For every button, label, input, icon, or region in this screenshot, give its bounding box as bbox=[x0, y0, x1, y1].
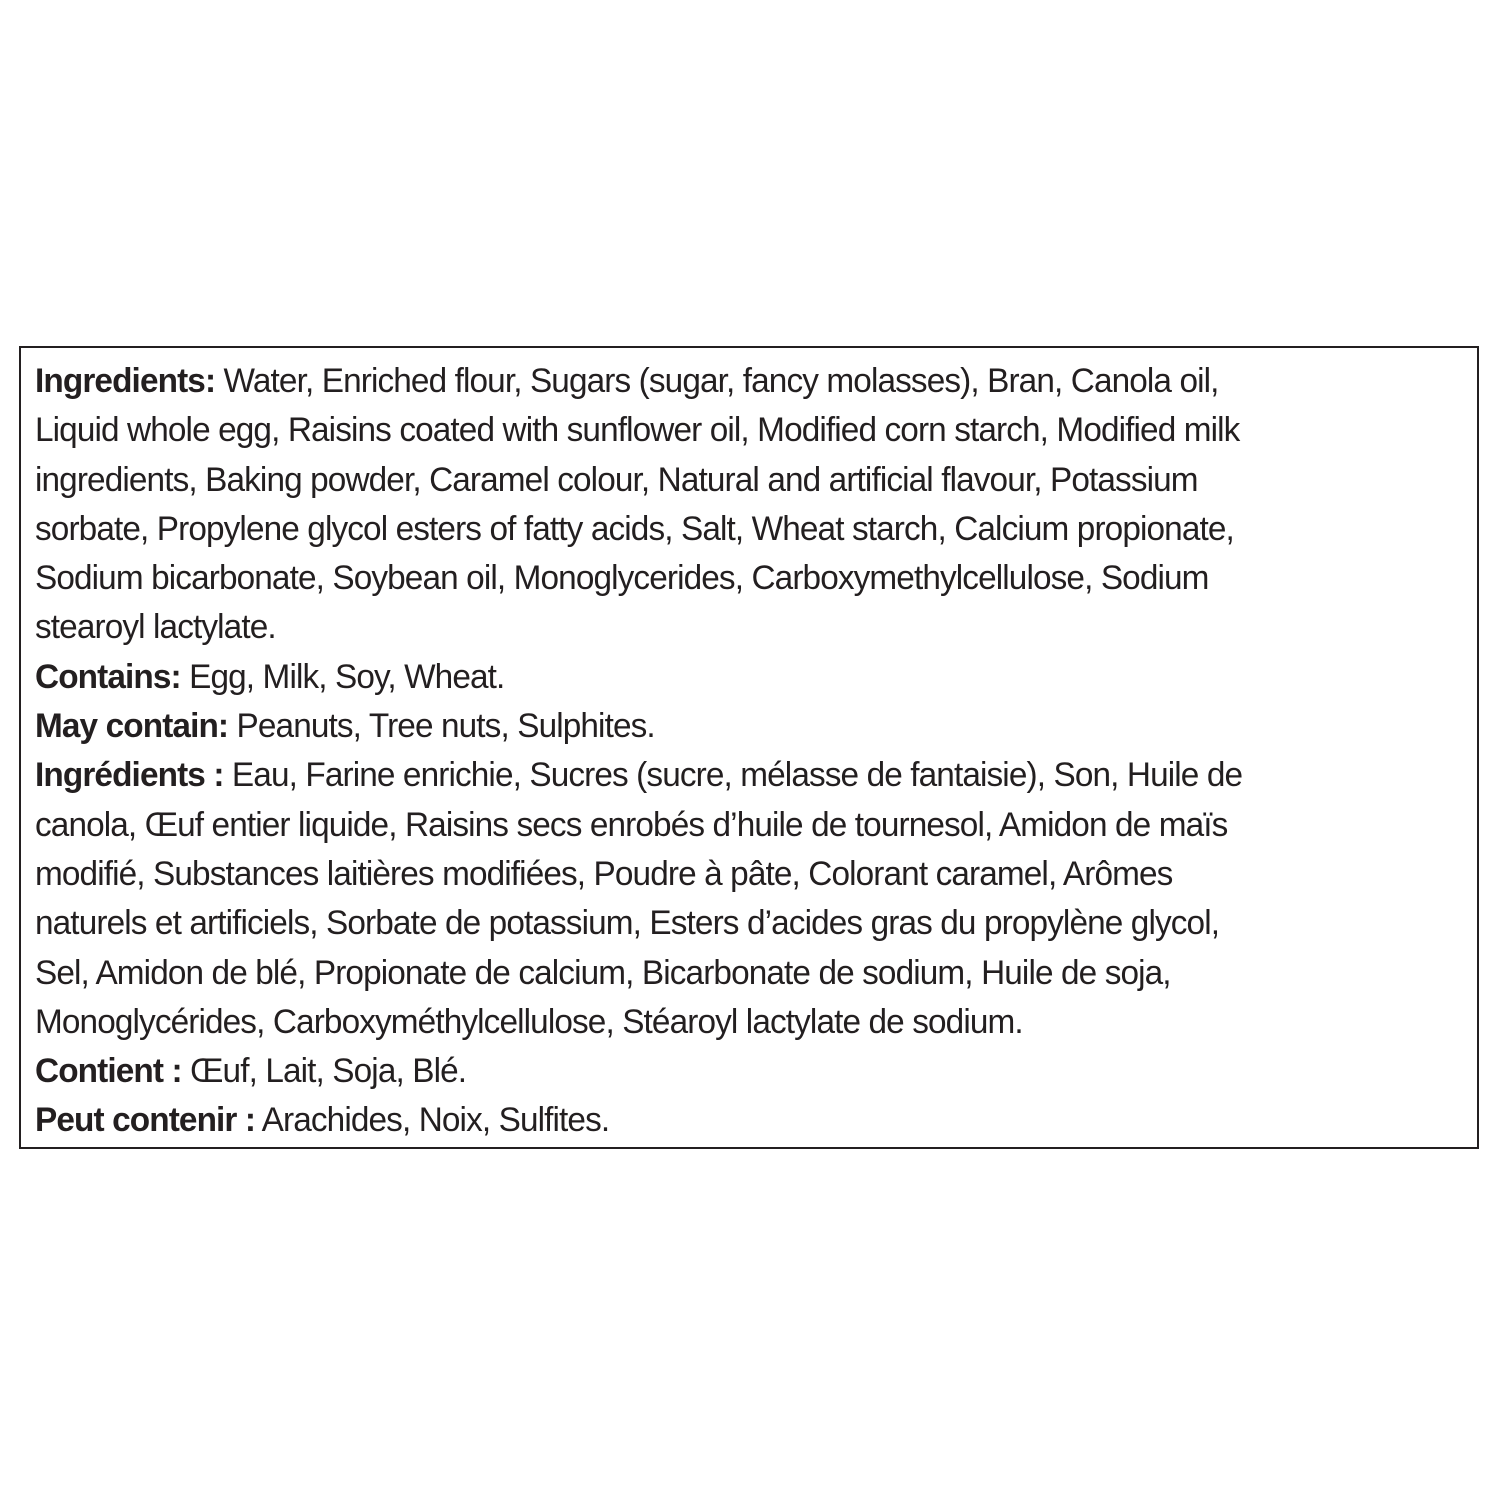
contains-text: Egg, Milk, Soy, Wheat. bbox=[180, 657, 505, 696]
ingredients-fr-line-1 bbox=[35, 751, 1449, 800]
ingredients-line-4: sorbate, Propylene glycol esters of fatty acids, Salt, Wheat starch, Calcium propionate, bbox=[35, 509, 1234, 548]
ingredients-line-3: ingredients, Baking powder, Caramel colour, Natural and artificial flavour, Potassium bbox=[35, 460, 1198, 499]
may-contain-line bbox=[35, 702, 1449, 751]
ingredients-fr-heading: Ingrédients : bbox=[35, 756, 224, 795]
peut-contenir-line bbox=[35, 1096, 1449, 1145]
contient-line bbox=[35, 1047, 1449, 1096]
ingredients-fr-line-5: Sel, Amidon de blé, Propionate de calcium, Bicarbonate de sodium, Huile de soja, bbox=[35, 953, 1171, 992]
ingredients-heading: Ingredients: bbox=[35, 362, 216, 400]
ingredients-line-2: Liquid whole egg, Raisins coated with sunflower oil, Modified corn starch, Modified milk bbox=[35, 411, 1240, 450]
peut-contenir-text: Arachides, Noix, Sulfites. bbox=[255, 1101, 610, 1140]
ingredients-text: Water, Enriched flour, Sugars (sugar, fancy molasses), Bran, Canola oil, bbox=[215, 362, 1219, 400]
contient-text: Œuf, Lait, Soja, Blé. bbox=[181, 1052, 467, 1091]
contains-line bbox=[35, 653, 1449, 702]
contient-heading: Contient : bbox=[35, 1052, 182, 1091]
ingredients-fr-text: Eau, Farine enrichie, Sucres (sucre, mélasse de fantaisie), Son, Huile de bbox=[223, 756, 1243, 795]
ingredient-label-box bbox=[19, 346, 1479, 1149]
ingredients-fr-line-6: Monoglycérides, Carboxyméthylcellulose, Stéaroyl lactylate de sodium. bbox=[35, 1002, 1023, 1041]
ingredients-fr-line-4: naturels et artificiels, Sorbate de potassium, Esters d’acides gras du propylène glycol, bbox=[35, 904, 1220, 943]
ingredients-fr-line-2: canola, Œuf entier liquide, Raisins secs enrobés d’huile de tournesol, Amidon de maïs bbox=[35, 805, 1228, 844]
ingredients-line-1 bbox=[35, 357, 1449, 406]
peut-contenir-heading: Peut contenir : bbox=[35, 1101, 256, 1140]
ingredients-line-6: stearoyl lactylate. bbox=[35, 608, 276, 647]
ingredients-fr-line-3: modifié, Substances laitières modifiées, Poudre à pâte, Colorant caramel, Arômes bbox=[35, 854, 1173, 893]
ingredients-line-5: Sodium bicarbonate, Soybean oil, Monoglycerides, Carboxymethylcellulose, Sodium bbox=[35, 559, 1209, 598]
contains-heading: Contains: bbox=[35, 657, 181, 696]
may-contain-text: Peanuts, Tree nuts, Sulphites. bbox=[228, 707, 655, 746]
may-contain-heading: May contain: bbox=[35, 707, 229, 746]
